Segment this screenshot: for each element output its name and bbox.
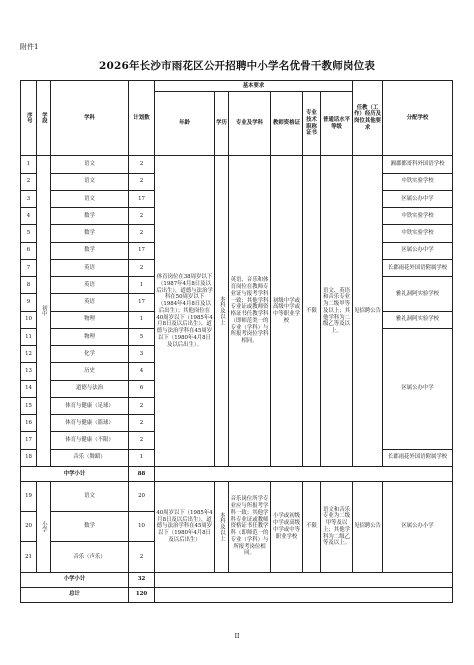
seq-cell: 3 <box>21 190 37 207</box>
subject-cell: 体育与健康（不限） <box>51 432 129 449</box>
header-basic-requirements: 基本要求 <box>155 81 353 92</box>
other-requirement-primary: 见招聘公告 <box>353 482 383 573</box>
subject-cell: 数学 <box>51 242 129 259</box>
school-cell: 中铁实验学校 <box>383 173 453 190</box>
age-requirement-primary: 40周岁以下（1985年4月8日及以后出生），道德与法治学科在45周岁以下（1980年4月8日及以后出生） <box>155 482 215 573</box>
cert-requirement-primary: 小学或初级中学或高级中学或中等职业学校 <box>271 482 303 573</box>
subject-cell: 化学 <box>51 346 129 363</box>
total-value: 120 <box>129 587 155 602</box>
plan-cell: 1 <box>129 277 155 294</box>
subject-cell: 数学 <box>51 512 129 542</box>
header-title-req: 专业技术职称证书 <box>303 91 321 156</box>
level-cell-primary: 小学 <box>37 482 51 573</box>
header-mandarin: 普通话水平等级 <box>321 91 353 156</box>
seq-cell: 2 <box>21 173 37 190</box>
annex-label: 附件1 <box>20 43 39 51</box>
other-requirement-middle: 见招聘公告 <box>353 156 383 467</box>
major-requirement-primary: 音乐岗位所学专业应与所报考学科一致；其他学科专业证或教师资格证书任教学科（即师范一的专业（学科）与所报考岗位相同。 <box>229 482 271 573</box>
plan-cell: 2 <box>129 432 155 449</box>
plan-cell: 17 <box>129 242 155 259</box>
plan-cell: 2 <box>129 259 155 276</box>
seq-cell: 4 <box>21 208 37 225</box>
plan-cell: 1 <box>129 449 155 466</box>
plan-cell: 2 <box>129 225 155 242</box>
subject-cell: 语文 <box>51 482 129 512</box>
seq-cell: 11 <box>21 328 37 345</box>
table-row <box>21 482 453 512</box>
school-cell: 长郡雨花外国语附属学校 <box>383 449 453 466</box>
plan-cell: 2 <box>129 208 155 225</box>
subtotal-row <box>21 466 453 481</box>
header-age: 年龄 <box>155 91 215 156</box>
header-cert: 教师资格证 <box>271 91 303 156</box>
school-group-cell: 区属公办中学 <box>383 328 453 449</box>
title-requirement-middle: 不限 <box>303 156 321 467</box>
header-other-requirements: 任教（工作）经历及岗位其他要求 <box>353 81 383 156</box>
seq-cell: 16 <box>21 415 37 432</box>
school-cell: 中铁实验学校 <box>383 208 453 225</box>
plan-cell: 2 <box>129 542 155 572</box>
major-requirement-middle: 英语、音乐和体育岗位在教师专业证与报考学科一致；其他学科专业证或教师资格证书任教学科（即师范类一的专业（学科）与所报考岗位学科相同。 <box>229 156 271 467</box>
header-major: 专业及学科 <box>229 91 271 156</box>
school-cell: 长郡雨花外国语附属学校 <box>383 259 453 276</box>
seq-cell: 12 <box>21 346 37 363</box>
middle-subtotal-label: 中学小计 <box>21 466 129 481</box>
seq-cell: 15 <box>21 397 37 414</box>
seq-cell: 10 <box>21 311 37 328</box>
plan-cell: 20 <box>129 482 155 512</box>
plan-cell: 10 <box>129 512 155 542</box>
primary-subtotal-label: 小学小计 <box>21 572 129 587</box>
subject-cell: 体育与健康（足球） <box>51 397 129 414</box>
seq-cell: 21 <box>21 542 37 572</box>
subject-cell: 语文 <box>51 156 129 173</box>
plan-cell: 4 <box>129 363 155 380</box>
seq-cell: 20 <box>21 512 37 542</box>
subject-cell: 物理 <box>51 328 129 345</box>
mandarin-requirement-middle: 语文、英语和音乐专业为二级甲等及以上；其他学科为二级乙等及以上。 <box>321 156 353 467</box>
subject-cell: 体育与健康（篮球） <box>51 415 129 432</box>
plan-cell: 17 <box>129 294 155 311</box>
subject-cell: 音乐（声乐） <box>51 542 129 572</box>
empty-cell <box>155 466 453 481</box>
middle-subtotal-value: 88 <box>129 466 155 481</box>
header-subject: 学科 <box>51 81 129 156</box>
plan-cell: 2 <box>129 173 155 190</box>
title-requirement-primary: 不限 <box>303 482 321 573</box>
level-cell-middle: 初中 <box>37 156 51 467</box>
plan-cell: 2 <box>129 397 155 414</box>
seq-cell: 18 <box>21 449 37 466</box>
seq-cell: 7 <box>21 259 37 276</box>
school-cell: 区属公办中学 <box>383 242 453 259</box>
page-number: II <box>234 633 240 640</box>
school-cell: 雅礼洞阿实验学校 <box>383 311 453 328</box>
mandarin-requirement-primary: 语文和音乐专业为二级甲等及以上；其他学科为二级乙等及以上。 <box>321 482 353 573</box>
subject-cell: 语文 <box>51 173 129 190</box>
plan-cell: 3 <box>129 346 155 363</box>
subject-cell: 语文 <box>51 190 129 207</box>
education-middle: 本科及以上 <box>215 156 229 467</box>
seq-cell: 17 <box>21 432 37 449</box>
total-row <box>21 587 453 602</box>
school-cell: 雅礼洞阿实验学校 <box>383 277 453 312</box>
subject-cell: 历史 <box>51 363 129 380</box>
school-cell: 区属公办中学 <box>383 190 453 207</box>
education-primary: 本科及以上 <box>215 482 229 573</box>
seq-cell: 9 <box>21 294 37 311</box>
plan-cell: 1 <box>129 311 155 328</box>
seq-cell: 1 <box>21 156 37 173</box>
school-cell: 湘郡都哥科外国语学校 <box>383 156 453 173</box>
header-education: 学历 <box>215 91 229 156</box>
plan-cell: 2 <box>129 415 155 432</box>
subject-cell: 英语 <box>51 294 129 311</box>
seq-cell: 13 <box>21 363 37 380</box>
header-school: 分配学校 <box>383 81 453 156</box>
seq-cell: 8 <box>21 277 37 294</box>
subject-cell: 英语 <box>51 259 129 276</box>
empty-cell <box>155 572 453 587</box>
seq-cell: 19 <box>21 482 37 512</box>
subject-cell: 英语 <box>51 277 129 294</box>
plan-cell: 6 <box>129 380 155 397</box>
plan-cell: 5 <box>129 328 155 345</box>
recruitment-table <box>20 80 453 603</box>
empty-cell <box>155 587 453 602</box>
subject-cell: 音乐（舞蹈） <box>51 449 129 466</box>
header-level: 学段 <box>37 81 51 156</box>
plan-cell: 17 <box>129 190 155 207</box>
cert-requirement-middle: 初级中学或高级中学或中等职业学校 <box>271 156 303 467</box>
primary-subtotal-value: 32 <box>129 572 155 587</box>
subject-cell: 数学 <box>51 225 129 242</box>
seq-cell: 6 <box>21 242 37 259</box>
plan-cell: 2 <box>129 156 155 173</box>
school-cell: 中铁实验学校 <box>383 225 453 242</box>
header-plan: 计划数 <box>129 81 155 156</box>
subject-cell: 物理 <box>51 311 129 328</box>
subject-cell: 道德与法治 <box>51 380 129 397</box>
subtotal-row <box>21 572 453 587</box>
age-requirement-middle: 体育岗位在38周岁以下（1987年4月8日及以后出生），道德与法治学科在50周岁以下（1984年4月8日及以后出生）；其他岗位在40周岁以下（1985年4月8日及以后出生），道德与法治学科在45周岁以下（1980年4月8日及以后出生）。 <box>155 156 215 467</box>
total-label: 总计 <box>21 587 129 602</box>
table-row <box>21 156 453 173</box>
subject-cell: 数学 <box>51 208 129 225</box>
seq-cell: 14 <box>21 380 37 397</box>
school-cell-primary: 区属公办小学 <box>383 482 453 573</box>
header-seq: 序号 <box>21 81 37 156</box>
seq-cell: 5 <box>21 225 37 242</box>
document-title: 2026年长沙市雨花区公开招聘中小学名优骨干教师岗位表 <box>98 60 376 72</box>
